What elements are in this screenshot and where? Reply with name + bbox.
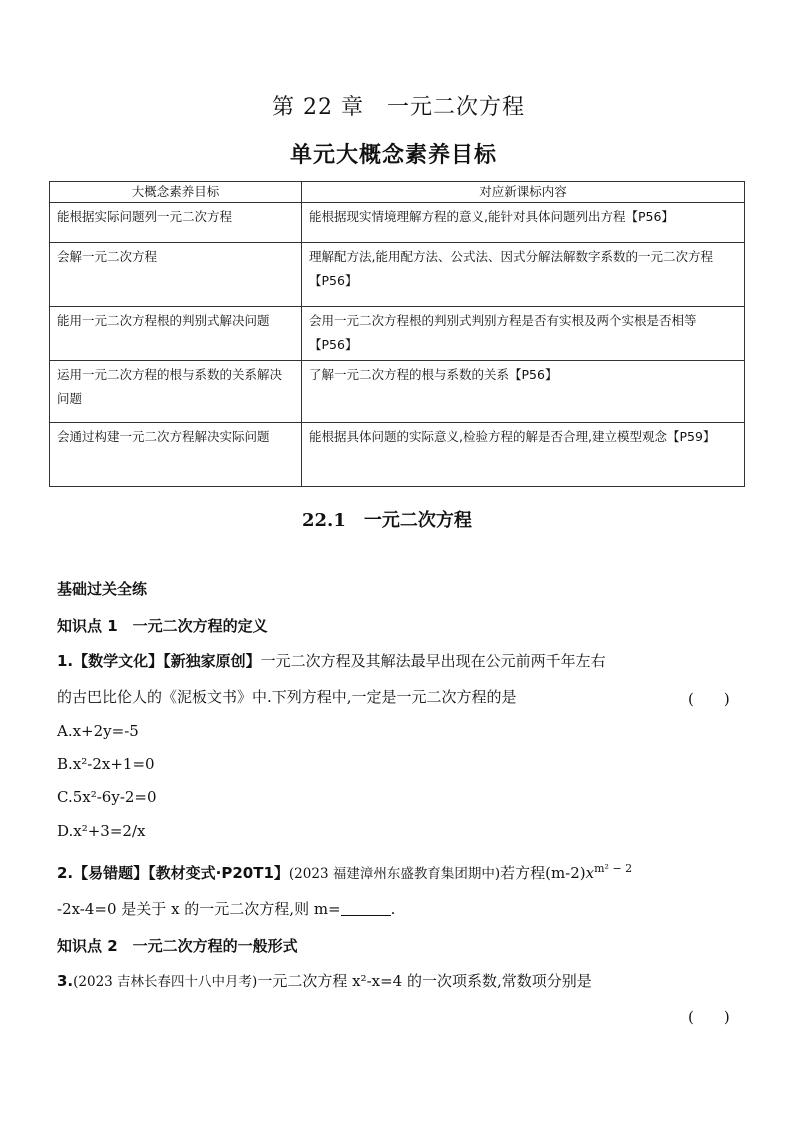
- table-cell: 能根据现实情境理解方程的意义,能针对具体问题列出方程【P56】: [302, 203, 745, 243]
- tag-original: 【新独家原创】: [163, 652, 261, 670]
- question-2-line-2: [57, 898, 395, 919]
- answer-parentheses: ( ): [688, 690, 730, 708]
- question-text: 一元二次方程及其解法最早出现在公元前两千年左右: [260, 652, 606, 670]
- goals-table: [49, 181, 745, 487]
- table-row: [50, 243, 745, 307]
- question-number: 2.: [57, 864, 74, 882]
- knowledge-point-1: 知识点 1 一元二次方程的定义: [57, 617, 268, 635]
- knowledge-point-2: 知识点 2 一元二次方程的一般形式: [57, 937, 298, 955]
- table-header-row: [50, 182, 745, 203]
- table-cell: 能根据具体问题的实际意义,检验方程的解是否合理,建立模型观念【P59】: [302, 423, 745, 487]
- question-source: (2023 福建漳州东盛教育集团期中): [288, 866, 501, 882]
- question-number: 3.: [57, 972, 74, 990]
- table-cell: 会通过构建一元二次方程解决实际问题: [50, 423, 302, 487]
- answer-blank[interactable]: [341, 901, 391, 916]
- tag-math-culture: 【数学文化】: [73, 652, 164, 670]
- question-1-line-2: 的古巴比伦人的《泥板文书》中.下列方程中,一定是一元二次方程的是: [57, 688, 517, 706]
- question-1-line-1: [57, 650, 606, 671]
- question-3-line-1: [57, 970, 592, 991]
- question-end: .: [390, 900, 396, 918]
- question-text: 一元二次方程 x²-x=4 的一次项系数,常数项分别是: [257, 972, 592, 990]
- table-cell: 会解一元二次方程: [50, 243, 302, 307]
- option-c: C.5x²-6y-2=0: [57, 788, 157, 806]
- option-d: D.x²+3=2/x: [57, 822, 146, 840]
- practice-heading: 基础过关全练: [57, 580, 148, 598]
- exponent: m² − 2: [594, 862, 633, 875]
- table-cell: 会用一元二次方程根的判别式判别方程是否有实根及两个实根是否相等【P56】: [302, 307, 745, 361]
- section-title: 22.1 一元二次方程: [302, 510, 472, 531]
- option-b: B.x²-2x+1=0: [57, 755, 155, 773]
- question-text: -2x-4=0 是关于 x 的一元二次方程,则 m=: [57, 900, 341, 918]
- tag-textbook-variant: 【教材变式·P20T1】: [148, 864, 289, 882]
- chapter-title: 第 22 章 一元二次方程: [272, 95, 525, 120]
- variable-x: x: [585, 864, 595, 882]
- question-number: 1.: [57, 652, 74, 670]
- table-row: [50, 307, 745, 361]
- answer-parentheses: ( ): [688, 1008, 730, 1026]
- table-row: [50, 203, 745, 243]
- table-row: [50, 423, 745, 487]
- table-cell: 运用一元二次方程的根与系数的关系解决问题: [50, 361, 302, 423]
- tag-error-prone: 【易错题】: [73, 864, 149, 882]
- table-cell: 能根据实际问题列一元二次方程: [50, 203, 302, 243]
- table-row: [50, 361, 745, 423]
- question-text: 若方程(m-2): [500, 864, 586, 882]
- table-cell: 能用一元二次方程根的判别式解决问题: [50, 307, 302, 361]
- table-header: 大概念素养目标: [50, 182, 302, 203]
- option-a: A.x+2y=-5: [57, 722, 139, 740]
- table-header: 对应新课标内容: [302, 182, 745, 203]
- table-cell: 理解配方法,能用配方法、公式法、因式分解法解数字系数的一元二次方程【P56】: [302, 243, 745, 307]
- unit-title: 单元大概念素养目标: [290, 143, 498, 168]
- question-source: (2023 吉林长春四十八中月考): [73, 974, 258, 990]
- question-2-line-1: [57, 862, 632, 883]
- table-cell: 了解一元二次方程的根与系数的关系【P56】: [302, 361, 745, 423]
